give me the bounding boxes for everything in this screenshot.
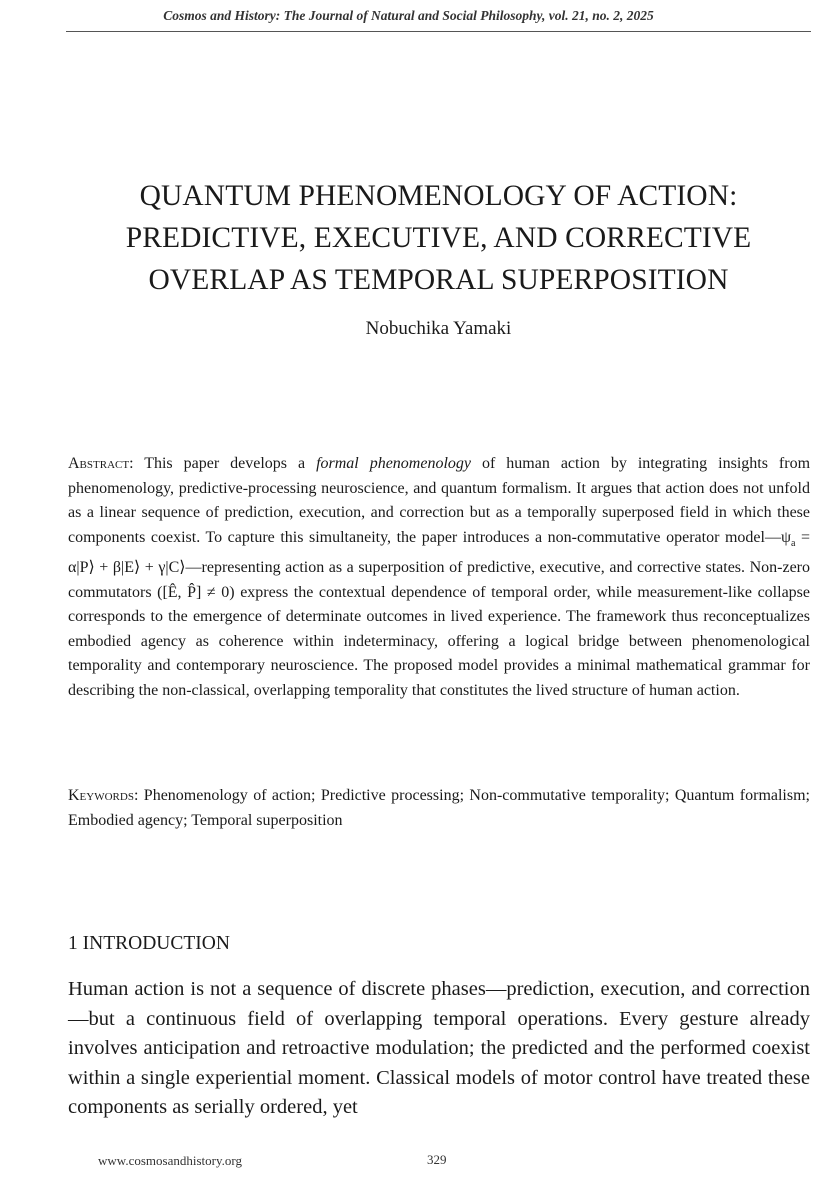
abstract-text-2: of human action by integrating insights from phenomenology, predictive-processing neuroscience, and quantum formalism. It argues that action does not unfold as a linear sequence of prediction, execution, and correction but as a temporally superposed field in which these components coexist. To capture this simultaneity, the paper introduces a non-commutative operator model— [68,455,811,546]
section-number: 1 [68,933,78,954]
formula-psi: ψ [780,528,791,546]
formula-rest: = α|P⟩ + β|E⟩ + γ|C⟩ [68,528,811,577]
author-name: Nobuchika Yamaki [365,318,512,339]
abstract-emphasis: formal phenomenology [316,455,472,472]
header-rule [66,31,811,32]
keywords-text: Phenomenology of action; Predictive processing; Non-commutative temporality; Quantum formalism; Embodied agency; Temporal superposition [68,787,810,829]
paper-title [60,175,817,301]
footer-url: www.cosmosandhistory.org [98,1153,242,1168]
title-line-1: QUANTUM PHENOMENOLOGY OF ACTION: [139,180,738,212]
page-number: 329 [427,1152,447,1167]
section-title: INTRODUCTION [82,933,230,954]
abstract-label: Abstract: [68,455,134,472]
abstract-text-1: This paper develops a [144,455,306,472]
title-line-3: OVERLAP AS TEMPORAL SUPERPOSITION [148,264,729,296]
body-paragraph-text: Human action is not a sequence of discrete phases—prediction, execution, and correction—but a continuous field of overlapping temporal operations. Every gesture already involves anticipation and retroactive modulation; the predicted and the performed coexist within a single experiential moment. Classical models of motor control have treated these components as serially ordered, yet [68,978,810,1118]
keywords [68,784,810,833]
running-head: Cosmos and History: The Journal of Natural and Social Philosophy, vol. 21, no. 2, 2025 [163,8,654,23]
title-line-2: PREDICTIVE, EXECUTIVE, AND CORRECTIVE [125,222,752,254]
abstract [68,452,810,703]
body-paragraph [68,975,810,1123]
abstract-text-3: —representing action as a superposition of predictive, executive, and corrective states. Non-zero commutators ([Ê, P̂] ≠ 0) express the contextual dependence of temporal order, while measurement-like collapse corresponds to the emergence of determinate outcomes in lived experience. The framework thus reconceptualizes embodied agency as coherence within indeterminacy, offering a logical bridge between phenomenological temporality and contemporary neuroscience. The proposed model provides a minimal mathematical grammar for describing the non-classical, overlapping temporality that constitutes the lived structure of human action. [68,559,810,699]
keywords-label: Keywords: [68,787,139,804]
formula-subscript: a [790,537,796,549]
section-heading [68,933,230,955]
